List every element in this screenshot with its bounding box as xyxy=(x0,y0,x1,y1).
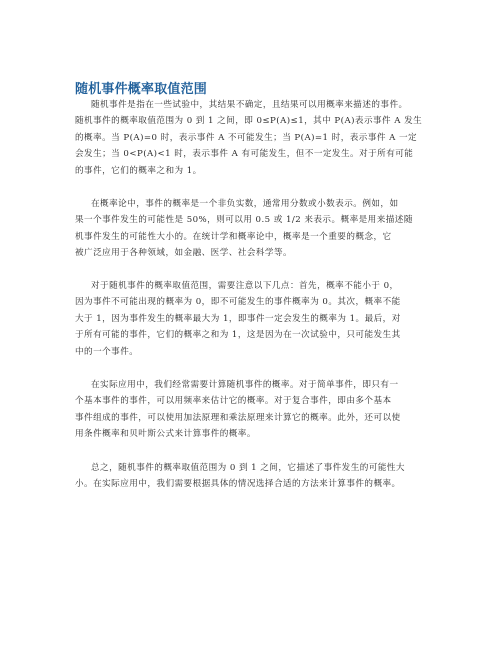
paragraph-line: 大于 1，因为事件发生的概率最大为 1，即事件一定会发生的概率为 1。最后，对 xyxy=(75,313,401,324)
paragraph-line: 用条件概率和贝叶斯公式来计算事件的概率。 xyxy=(75,429,256,440)
paragraph-line: 总之，随机事件的概率取值范围为 0 到 1 之间，它描述了事件发生的可能性大 xyxy=(91,463,405,473)
paragraph-line: 被广泛应用于各种领域，如金融、医学、社会科学等。 xyxy=(75,248,293,259)
paragraph-line: 中的一个事件。 xyxy=(75,346,139,357)
document-title: 随机事件概率取值范围 xyxy=(75,82,208,97)
paragraph-line: 小。在实际应用中，我们需要根据具体的情况选择合适的方法来计算事件的概率。 xyxy=(75,479,401,490)
paragraph-line: 的事件，它们的概率之和为 1。 xyxy=(75,165,202,176)
paragraph-line: 随机事件是指在一些试验中，其结果不确定，且结果可以用概率来描述的事件。 xyxy=(91,100,408,110)
paragraph-line: 因为事件不可能出现的概率为 0，即不可能发生的事件概率为 0。其次，概率不能 xyxy=(75,297,401,308)
paragraph-line: 个基本事件的事件，可以用频率来估计它的概率。对于复合事件，即由多个基本 xyxy=(75,396,392,407)
paragraph-line: 对于随机事件的概率取值范围，需要注意以下几点：首先，概率不能小于 0， xyxy=(91,281,399,291)
paragraph-line: 于所有可能的事件，它们的概率之和为 1，这是因为在一次试验中，只可能发生其 xyxy=(75,330,401,341)
paragraph-1 xyxy=(75,97,435,179)
paragraph-5 xyxy=(75,460,435,493)
paragraph-line: 机事件发生的可能性大小的。在统计学和概率论中，概率是一个重要的概念，它 xyxy=(75,231,392,242)
paragraph-line: 的概率。当 P(A)=0 时，表示事件 A 不可能发生；当 P(A)=1 时，表示事件 A 一定 xyxy=(75,132,418,143)
paragraph-line: 在实际应用中，我们经常需要计算随机事件的概率。对于简单事件，即只有一 xyxy=(91,380,399,390)
paragraph-line: 在概率论中，事件的概率是一个非负实数，通常用分数或小数表示。例如，如 xyxy=(91,199,399,209)
paragraph-line: 会发生；当 0<P(A)<1 时，表示事件 A 有可能发生，但不一定发生。对于所有可能 xyxy=(75,149,414,160)
paragraph-4 xyxy=(75,377,435,443)
paragraph-line: 随机事件的概率取值范围为 0 到 1 之间，即 0≤P(A)≤1，其中 P(A)表示事件 A 发生 xyxy=(75,116,423,127)
paragraph-line: 事件组成的事件，可以使用加法原理和乘法原理来计算它的概率。此外，还可以使 xyxy=(75,412,401,423)
paragraph-3 xyxy=(75,278,435,360)
paragraph-2 xyxy=(75,196,435,262)
paragraph-line: 果一个事件发生的可能性是 50%，则可以用 0.5 或 1/2 来表示。概率是用来描述随 xyxy=(75,215,413,226)
